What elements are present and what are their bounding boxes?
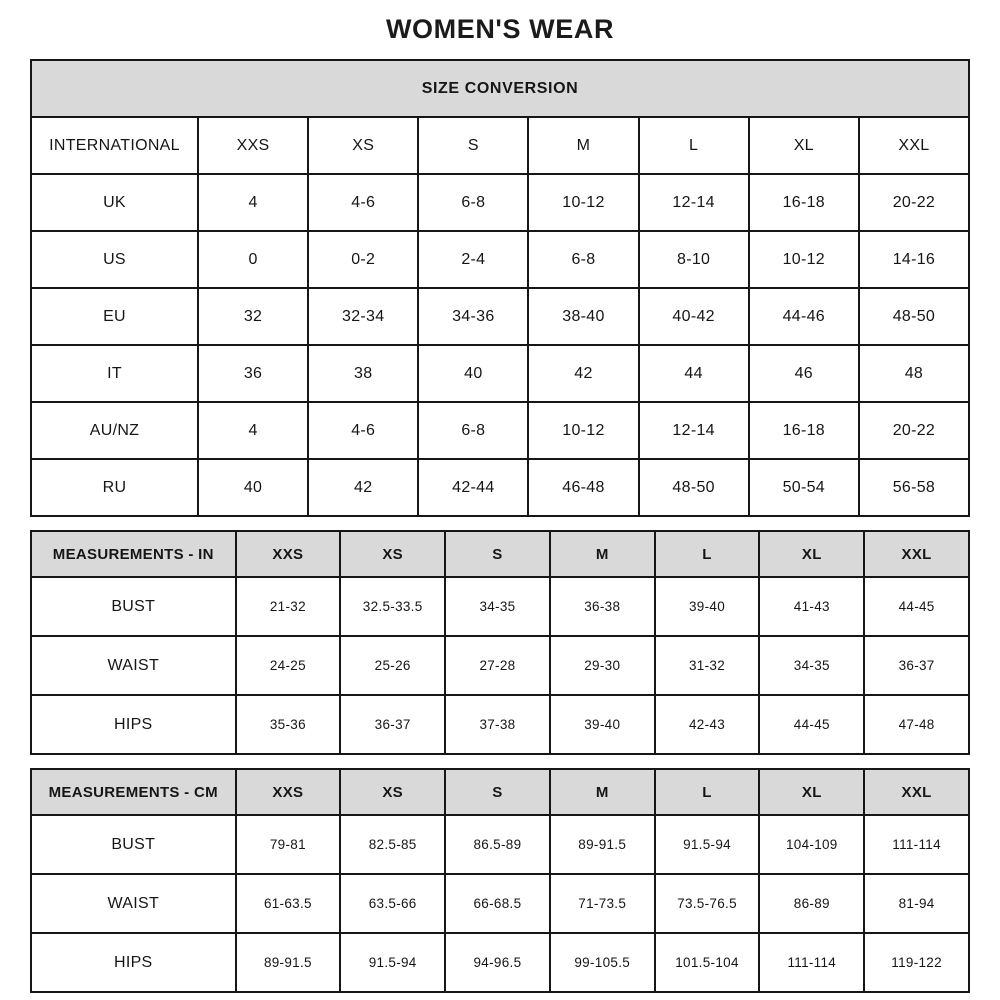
value-cell: 39-40 [655,577,760,636]
value-cell: 25-26 [340,636,445,695]
column-header-xxs: XXS [236,531,341,577]
value-cell: 29-30 [550,636,655,695]
row-label-cell: UK [31,174,198,231]
value-cell: 48 [859,345,969,402]
column-header-m: M [528,117,638,174]
value-cell: 8-10 [639,231,749,288]
row-label-cell: HIPS [31,933,236,992]
value-cell: 44 [639,345,749,402]
value-cell: 61-63.5 [236,874,341,933]
value-cell: 50-54 [749,459,859,516]
value-cell: 6-8 [528,231,638,288]
value-cell: 47-48 [864,695,969,754]
value-cell: 0-2 [308,231,418,288]
column-header-s: S [418,117,528,174]
value-cell: 32.5-33.5 [340,577,445,636]
value-cell: 48-50 [639,459,749,516]
value-cell: 14-16 [859,231,969,288]
value-cell: 6-8 [418,402,528,459]
value-cell: 40 [198,459,308,516]
size-conversion-band: SIZE CONVERSION [31,60,969,117]
table-row-aunz [31,402,969,459]
value-cell: 71-73.5 [550,874,655,933]
table-row-hips-cm [31,933,969,992]
column-header-measurements-cm: MEASUREMENTS - CM [31,769,236,815]
value-cell: 37-38 [445,695,550,754]
table-row-eu [31,288,969,345]
value-cell: 34-36 [418,288,528,345]
row-label-cell: BUST [31,577,236,636]
value-cell: 12-14 [639,402,749,459]
value-cell: 38 [308,345,418,402]
value-cell: 0 [198,231,308,288]
table-row-waist-cm [31,874,969,933]
row-label-cell: BUST [31,815,236,874]
column-header-l: L [639,117,749,174]
value-cell: 111-114 [864,815,969,874]
value-cell: 48-50 [859,288,969,345]
column-header-xxs: XXS [236,769,341,815]
value-cell: 10-12 [528,402,638,459]
value-cell: 36-37 [340,695,445,754]
column-header-xxl: XXL [864,531,969,577]
row-label-cell: IT [31,345,198,402]
value-cell: 81-94 [864,874,969,933]
table-row-ru [31,459,969,516]
value-cell: 41-43 [759,577,864,636]
table-row-waist-in [31,636,969,695]
column-header-m: M [550,769,655,815]
row-label-cell: WAIST [31,874,236,933]
value-cell: 101.5-104 [655,933,760,992]
size-chart-sheet [30,0,970,993]
column-header-xl: XL [749,117,859,174]
value-cell: 38-40 [528,288,638,345]
value-cell: 42-44 [418,459,528,516]
column-header-s: S [445,531,550,577]
value-cell: 44-46 [749,288,859,345]
value-cell: 46 [749,345,859,402]
value-cell: 36-37 [864,636,969,695]
column-header-l: L [655,531,760,577]
value-cell: 27-28 [445,636,550,695]
value-cell: 32-34 [308,288,418,345]
value-cell: 4 [198,402,308,459]
column-header-xs: XS [340,769,445,815]
value-cell: 35-36 [236,695,341,754]
row-label-cell: WAIST [31,636,236,695]
value-cell: 91.5-94 [655,815,760,874]
column-header-xxs: XXS [198,117,308,174]
measurements-in-table [30,530,970,755]
table-header-row [31,117,969,174]
value-cell: 94-96.5 [445,933,550,992]
column-header-xl: XL [759,769,864,815]
value-cell: 56-58 [859,459,969,516]
value-cell: 16-18 [749,402,859,459]
value-cell: 89-91.5 [550,815,655,874]
value-cell: 89-91.5 [236,933,341,992]
value-cell: 32 [198,288,308,345]
value-cell: 34-35 [445,577,550,636]
table-row-bust-cm [31,815,969,874]
row-label-cell: AU/NZ [31,402,198,459]
value-cell: 20-22 [859,402,969,459]
value-cell: 31-32 [655,636,760,695]
value-cell: 63.5-66 [340,874,445,933]
table-row-hips-in [31,695,969,754]
value-cell: 6-8 [418,174,528,231]
value-cell: 20-22 [859,174,969,231]
value-cell: 86.5-89 [445,815,550,874]
value-cell: 73.5-76.5 [655,874,760,933]
column-header-measurements-in: MEASUREMENTS - IN [31,531,236,577]
value-cell: 104-109 [759,815,864,874]
value-cell: 44-45 [864,577,969,636]
measurements-cm-table [30,768,970,993]
value-cell: 111-114 [759,933,864,992]
value-cell: 16-18 [749,174,859,231]
value-cell: 10-12 [528,174,638,231]
column-header-international: INTERNATIONAL [31,117,198,174]
value-cell: 46-48 [528,459,638,516]
value-cell: 82.5-85 [340,815,445,874]
column-header-l: L [655,769,760,815]
column-header-xs: XS [340,531,445,577]
value-cell: 91.5-94 [340,933,445,992]
value-cell: 86-89 [759,874,864,933]
column-header-xxl: XXL [864,769,969,815]
value-cell: 44-45 [759,695,864,754]
value-cell: 119-122 [864,933,969,992]
value-cell: 42-43 [655,695,760,754]
value-cell: 10-12 [749,231,859,288]
value-cell: 4-6 [308,402,418,459]
table-header-row [31,531,969,577]
column-header-xs: XS [308,117,418,174]
table-row-bust-in [31,577,969,636]
value-cell: 2-4 [418,231,528,288]
page-title: WOMEN'S WEAR [385,14,615,44]
row-label-cell: EU [31,288,198,345]
column-header-xxl: XXL [859,117,969,174]
row-label-cell: HIPS [31,695,236,754]
table-row-us [31,231,969,288]
value-cell: 36-38 [550,577,655,636]
value-cell: 36 [198,345,308,402]
value-cell: 12-14 [639,174,749,231]
value-cell: 21-32 [236,577,341,636]
value-cell: 42 [528,345,638,402]
table-row-uk [31,174,969,231]
value-cell: 66-68.5 [445,874,550,933]
value-cell: 34-35 [759,636,864,695]
size-conversion-table [30,59,970,517]
value-cell: 39-40 [550,695,655,754]
value-cell: 40 [418,345,528,402]
column-header-xl: XL [759,531,864,577]
table-header-row [31,769,969,815]
value-cell: 99-105.5 [550,933,655,992]
value-cell: 24-25 [236,636,341,695]
value-cell: 4-6 [308,174,418,231]
table-band-row [31,60,969,117]
row-label-cell: RU [31,459,198,516]
table-row-it [31,345,969,402]
column-header-s: S [445,769,550,815]
row-label-cell: US [31,231,198,288]
value-cell: 42 [308,459,418,516]
value-cell: 79-81 [236,815,341,874]
column-header-m: M [550,531,655,577]
value-cell: 4 [198,174,308,231]
value-cell: 40-42 [639,288,749,345]
